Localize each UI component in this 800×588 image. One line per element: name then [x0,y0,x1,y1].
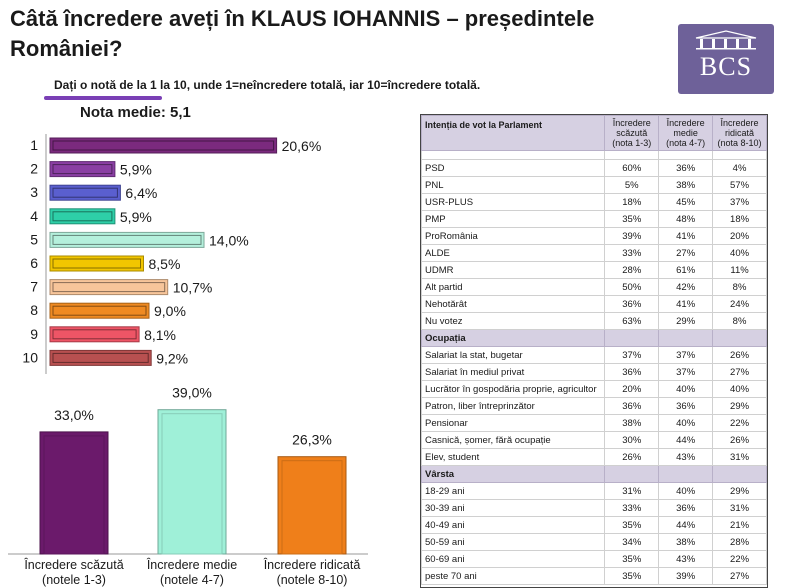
level-value-label: 26,3% [292,431,332,448]
bar-value-label: 6,4% [125,185,158,202]
bar-value-label: 14,0% [209,232,249,249]
table-row [422,177,767,194]
table-row [422,534,767,551]
level-bar [278,457,346,554]
level-category-label: Încredere medie [146,558,238,572]
row-value: 35% [605,568,659,585]
row-value: 48% [659,211,713,228]
row-label: Casnică, șomer, fără ocupație [422,432,605,449]
row-label: Alt partid [422,279,605,296]
bcs-logo [678,24,774,94]
row-value: 40% [713,381,767,398]
level-bar [40,432,108,554]
row-value: 37% [659,347,713,364]
table-header-main [422,116,605,151]
row-label: 50-59 ani [422,534,605,551]
table-row [422,279,767,296]
pillars-icon [692,30,760,50]
row-value: 36% [605,398,659,415]
row-value: 37% [605,347,659,364]
header-line: Încredere [666,118,705,128]
row-value: 38% [605,415,659,432]
score-bar [50,209,115,224]
row-value: 39% [659,568,713,585]
table-row [422,364,767,381]
category-label: 8 [30,302,38,319]
bar-value-label: 20,6% [281,138,322,154]
header-line: medie [673,128,698,138]
row-label: peste 70 ani [422,568,605,585]
row-value: 33% [605,500,659,517]
average-score: Nota medie: 5,1 [80,104,191,121]
page-subtitle: Dați o notă de la 1 la 10, unde 1=neîncredere totală, iar 10=încredere totală. [54,78,481,92]
header-line: scăzută [616,128,648,138]
row-value: 20% [713,228,767,245]
category-label: 6 [30,255,38,271]
row-value: 60% [605,160,659,177]
row-label: Elev, student [422,449,605,466]
category-label: 9 [30,325,38,342]
level-category-label: (notele 1-3) [42,573,106,587]
category-label: 5 [30,231,38,248]
score-bar [50,162,115,177]
row-value: 8% [713,279,767,296]
row-value: 29% [713,398,767,415]
row-value: 24% [713,296,767,313]
row-value: 38% [659,534,713,551]
row-value: 39% [605,228,659,245]
row-value: 38% [659,177,713,194]
table-row [422,313,767,330]
level-category-label: (notele 8-10) [276,573,348,587]
row-value: 11% [713,262,767,279]
row-value: 34% [605,534,659,551]
bar-value-label: 5,9% [119,208,152,225]
table-row [422,245,767,262]
table-row [422,500,767,517]
table-row [422,568,767,585]
section-empty-cell [659,330,713,347]
table-header-column [713,116,767,151]
section-empty-cell [713,466,767,483]
row-value: 44% [659,432,713,449]
row-value: 37% [659,364,713,381]
row-value: 36% [659,398,713,415]
header-line: Încredere [612,118,651,128]
row-value: 22% [713,415,767,432]
score-bar [50,185,120,200]
header-line: (nota 4-7) [666,138,706,148]
table-section-row [422,330,767,347]
category-label: 10 [22,349,38,366]
row-label: 60-69 ani [422,551,605,568]
row-value: 43% [659,551,713,568]
row-label: PNL [422,177,605,194]
section-label: Ocupația [422,330,605,347]
row-value: 31% [605,483,659,500]
row-label: Nu votez [422,313,605,330]
row-value: 63% [605,313,659,330]
table-row [422,381,767,398]
table-row [422,517,767,534]
row-value: 20% [605,381,659,398]
bar-value-label: 9,0% [154,303,186,320]
row-value: 41% [659,228,713,245]
spacer-cell [713,151,767,160]
score-bar [50,232,204,247]
score-bar [50,303,149,318]
row-label: Lucrător în gospodăria proprie, agricultor [422,381,605,398]
score-bar [50,256,144,271]
table-row [422,347,767,364]
level-value-label: 33,0% [54,406,94,423]
header-line: Intenția de vot la Parlament [425,120,543,130]
row-value: 36% [659,500,713,517]
row-value: 27% [713,568,767,585]
row-label: ALDE [422,245,605,262]
table-row [422,415,767,432]
category-label: 4 [30,207,38,224]
row-label: Pensionar [422,415,605,432]
table-row [422,398,767,415]
row-value: 28% [713,534,767,551]
table-section-row [422,466,767,483]
row-value: 22% [713,551,767,568]
row-value: 36% [605,296,659,313]
row-value: 40% [659,483,713,500]
row-label: ProRomânia [422,228,605,245]
logo-text: BCS [699,52,753,81]
category-label: 3 [30,184,38,201]
bar-value-label: 8,1% [144,326,177,343]
score-bar [50,138,277,153]
row-label: Salariat în mediul privat [422,364,605,381]
table-row [422,449,767,466]
table-header-column [659,116,713,151]
header-line: Încredere [720,118,759,128]
row-value: 27% [713,364,767,381]
table-row [422,432,767,449]
table-body [422,151,767,585]
table-row [422,296,767,313]
category-label: 7 [30,278,38,295]
row-value: 27% [659,245,713,262]
row-value: 40% [713,245,767,262]
row-value: 18% [713,211,767,228]
row-label: USR-PLUS [422,194,605,211]
row-label: 18-29 ani [422,483,605,500]
row-value: 26% [605,449,659,466]
row-label: PSD [422,160,605,177]
table-row [422,262,767,279]
row-value: 35% [605,211,659,228]
row-label: Salariat la stat, bugetar [422,347,605,364]
table-row [422,551,767,568]
row-value: 5% [605,177,659,194]
row-value: 31% [713,449,767,466]
row-value: 21% [713,517,767,534]
table-spacer-row [422,151,767,160]
row-value: 33% [605,245,659,262]
row-label: 30-39 ani [422,500,605,517]
row-value: 41% [659,296,713,313]
category-label: 1 [30,137,38,153]
row-value: 26% [713,347,767,364]
row-label: Nehotărât [422,296,605,313]
row-value: 37% [713,194,767,211]
header-line: (nota 1-3) [612,138,652,148]
row-label: PMP [422,211,605,228]
table-row [422,483,767,500]
level-category-label: Încredere ridicată [263,558,361,572]
row-value: 42% [659,279,713,296]
row-label: Patron, liber întreprinzător [422,398,605,415]
row-value: 57% [713,177,767,194]
row-value: 31% [713,500,767,517]
row-value: 35% [605,551,659,568]
bar-value-label: 10,7% [172,279,213,296]
row-value: 45% [659,194,713,211]
bar-value-label: 8,5% [148,256,181,272]
table-row [422,160,767,177]
bar-value-label: 5,9% [119,161,152,178]
section-empty-cell [605,466,659,483]
section-empty-cell [713,330,767,347]
row-label: UDMR [422,262,605,279]
table-row [422,211,767,228]
score-bar [50,280,168,295]
header-line: (nota 8-10) [717,138,762,148]
score-bar [50,350,151,365]
row-value: 30% [605,432,659,449]
level-category-label: Încredere scăzută [24,558,124,572]
section-empty-cell [605,330,659,347]
row-value: 18% [605,194,659,211]
level-bar [158,410,226,554]
bar-value-label: 9,2% [156,350,189,367]
row-value: 4% [713,160,767,177]
crosstab-table [420,114,768,588]
row-value: 40% [659,381,713,398]
row-value: 61% [659,262,713,279]
spacer-cell [605,151,659,160]
section-empty-cell [659,466,713,483]
row-value: 44% [659,517,713,534]
row-value: 50% [605,279,659,296]
row-value: 43% [659,449,713,466]
row-value: 40% [659,415,713,432]
section-label: Vârsta [422,466,605,483]
row-value: 36% [605,364,659,381]
row-value: 26% [713,432,767,449]
header-line: ridicată [725,128,755,138]
spacer-cell [659,151,713,160]
table-row [422,194,767,211]
row-value: 8% [713,313,767,330]
row-value: 29% [659,313,713,330]
page-title: Câtă încredere aveți în KLAUS IOHANNIS – președintele României? [10,6,595,61]
level-value-label: 39,0% [172,384,212,401]
row-label: 40-49 ani [422,517,605,534]
row-value: 35% [605,517,659,534]
spacer-cell [422,151,605,160]
table-header-column [605,116,659,151]
row-value: 28% [605,262,659,279]
table-row [422,228,767,245]
level-category-label: (notele 4-7) [160,573,224,587]
row-value: 29% [713,483,767,500]
row-value: 36% [659,160,713,177]
table-header-row [422,116,767,151]
score-bar [50,327,139,342]
category-label: 2 [30,160,38,177]
